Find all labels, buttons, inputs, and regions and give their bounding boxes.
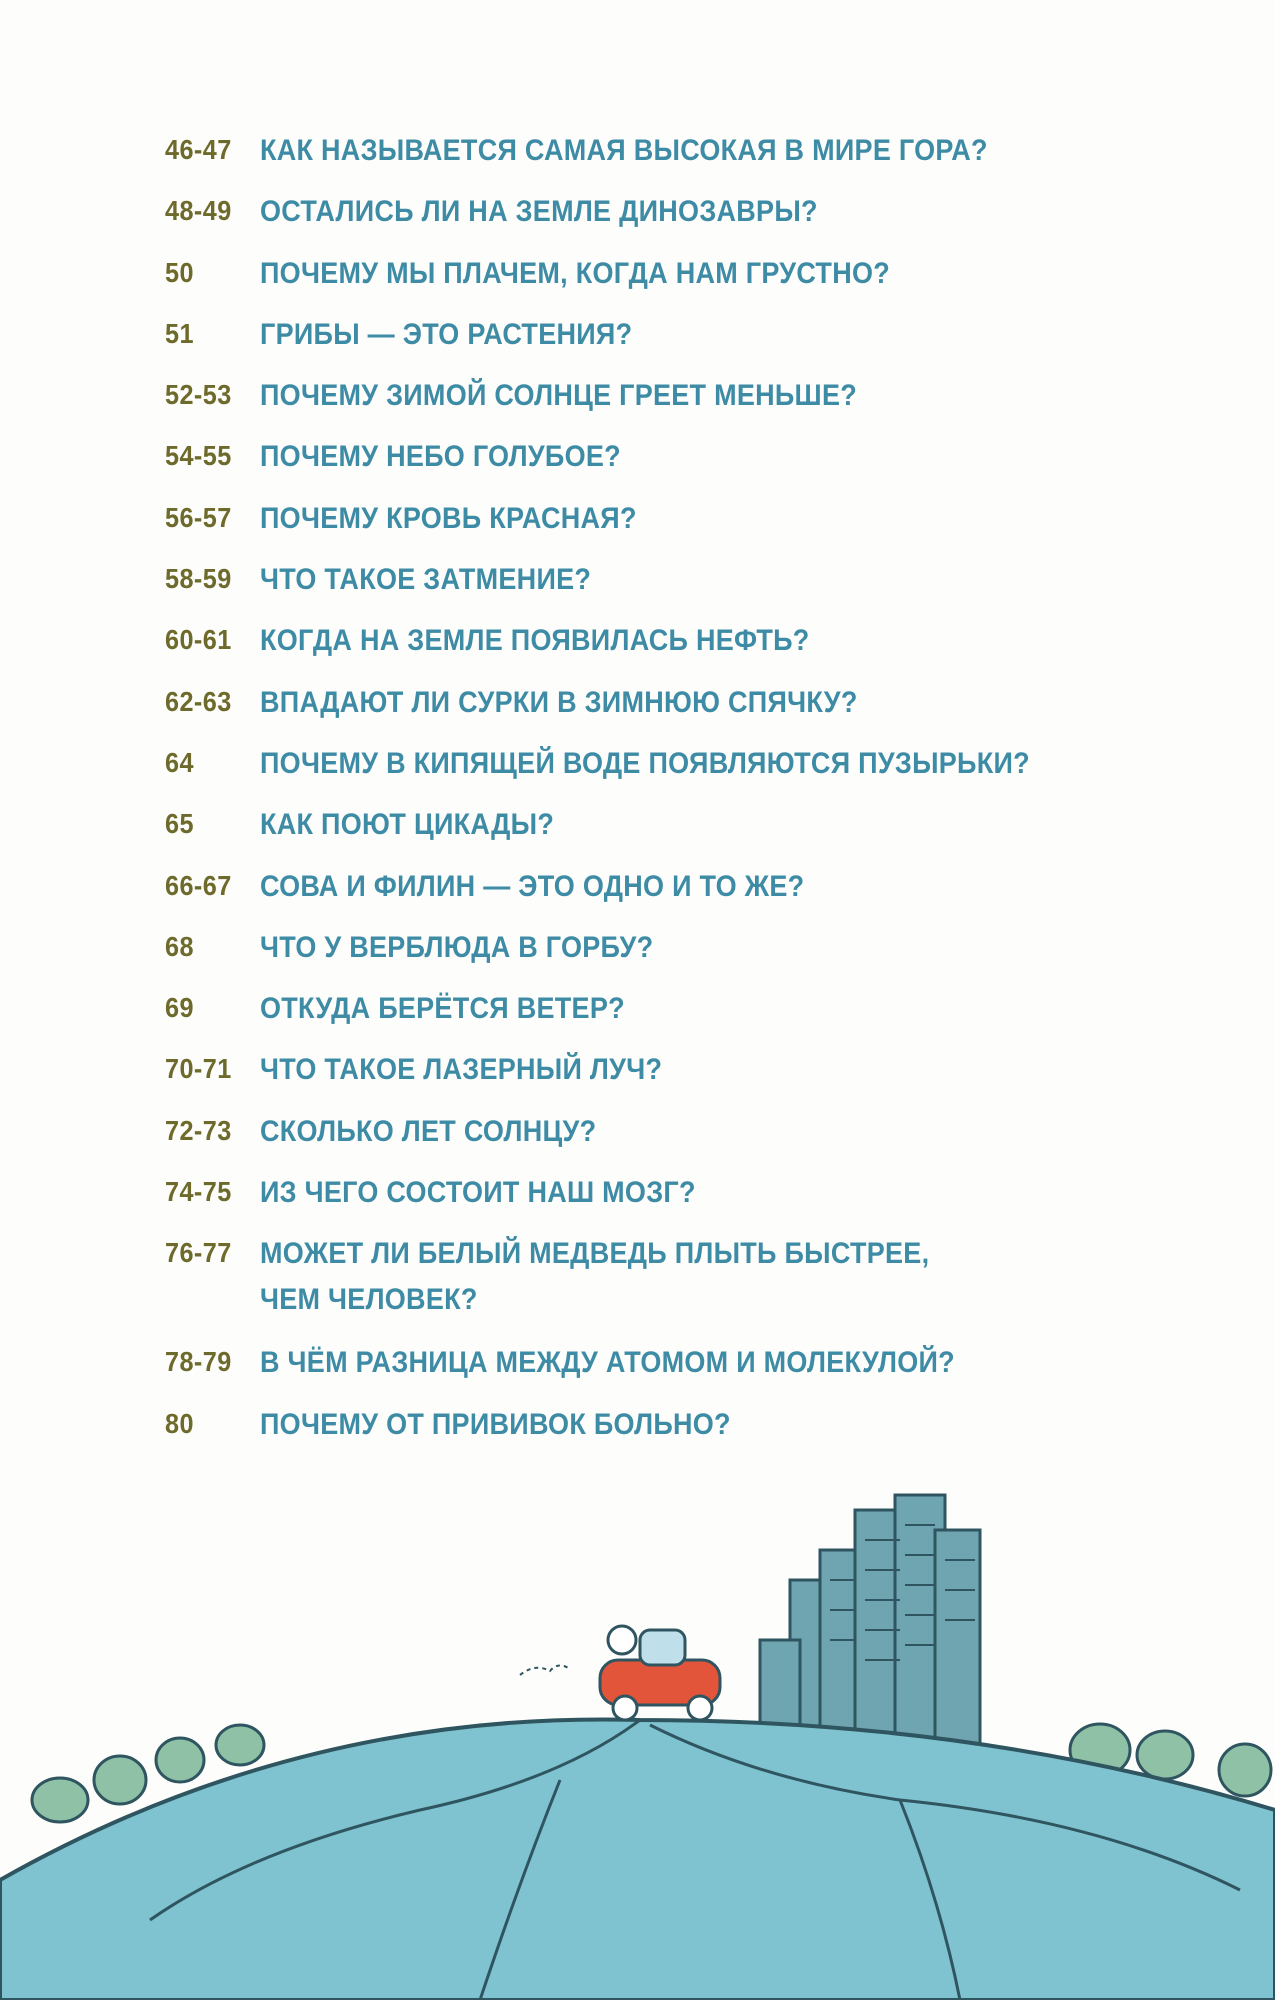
toc-question-title: ПОЧЕМУ ЗИМОЙ СОЛНЦЕ ГРЕЕТ МЕНЬШЕ? — [260, 379, 858, 413]
toc-question-title: КАК ПОЮТ ЦИКАДЫ? — [260, 808, 555, 842]
table-of-contents — [165, 128, 1165, 1463]
city-skyline-icon — [760, 1495, 980, 1750]
toc-entry — [165, 128, 1165, 189]
toc-page-number: 72-73 — [165, 1114, 232, 1146]
toc-entry — [165, 434, 1165, 495]
toc-page-number: 65 — [165, 808, 194, 840]
toc-entry — [165, 1170, 1165, 1231]
toc-page-number: 70-71 — [165, 1053, 232, 1085]
toc-question-title: ЧТО У ВЕРБЛЮДА В ГОРБУ? — [260, 930, 654, 964]
toc-entry — [165, 925, 1165, 986]
toc-page-number: 58-59 — [165, 563, 232, 595]
toc-question-title: КОГДА НА ЗЕМЛЕ ПОЯВИЛАСЬ НЕФТЬ? — [260, 624, 810, 658]
toc-question-title: В ЧЁМ РАЗНИЦА МЕЖДУ АТОМОМ И МОЛЕКУЛОЙ? — [260, 1346, 955, 1380]
toc-entry — [165, 251, 1165, 312]
toc-page-number: 74-75 — [165, 1176, 232, 1208]
toc-question-title: КАК НАЗЫВАЕТСЯ САМАЯ ВЫСОКАЯ В МИРЕ ГОРА? — [260, 134, 988, 167]
toc-page-number: 76-77 — [165, 1237, 232, 1269]
toc-entry — [165, 618, 1165, 679]
toc-question-title: ГРИБЫ — ЭТО РАСТЕНИЯ? — [260, 317, 633, 351]
toc-page-number: 56-57 — [165, 501, 232, 533]
toc-entry — [165, 496, 1165, 557]
toc-question-title: ОТКУДА БЕРЁТСЯ ВЕТЕР? — [260, 992, 625, 1026]
toc-entry — [165, 680, 1165, 741]
toc-question-title: ВПАДАЮТ ЛИ СУРКИ В ЗИМНЮЮ СПЯЧКУ? — [260, 685, 858, 719]
toc-question-title: ПОЧЕМУ МЫ ПЛАЧЕМ, КОГДА НАМ ГРУСТНО? — [260, 256, 890, 290]
toc-page-number: 50 — [165, 256, 194, 288]
toc-entry — [165, 312, 1165, 373]
toc-page-number: 62-63 — [165, 685, 232, 717]
toc-page-number: 68 — [165, 930, 194, 962]
toc-entry — [165, 986, 1165, 1047]
toc-entry — [165, 189, 1165, 250]
toc-entry — [165, 1047, 1165, 1108]
toc-question-title: СОВА И ФИЛИН — ЭТО ОДНО И ТО ЖЕ? — [260, 869, 805, 903]
toc-entry — [165, 373, 1165, 434]
toc-entry — [165, 741, 1165, 802]
toc-page-number: 48-49 — [165, 195, 232, 227]
earth-city-illustration — [0, 1450, 1275, 2000]
toc-question-title: ЧТО ТАКОЕ ЛАЗЕРНЫЙ ЛУЧ? — [260, 1053, 663, 1087]
toc-question-title: ОСТАЛИСЬ ЛИ НА ЗЕМЛЕ ДИНОЗАВРЫ? — [260, 195, 818, 229]
toc-question-title: ИЗ ЧЕГО СОСТОИТ НАШ МОЗГ? — [260, 1176, 696, 1210]
toc-page-number: 54-55 — [165, 440, 232, 472]
toc-page-number: 69 — [165, 992, 194, 1024]
toc-question-title: ПОЧЕМУ НЕБО ГОЛУБОЕ? — [260, 440, 621, 474]
toc-page-number: 78-79 — [165, 1346, 232, 1378]
toc-entry — [165, 1340, 1165, 1401]
toc-page-number: 64 — [165, 746, 194, 778]
toc-entry — [165, 557, 1165, 618]
toc-page-number: 66-67 — [165, 869, 232, 901]
toc-entry — [165, 1109, 1165, 1170]
toc-question-title: ЧТО ТАКОЕ ЗАТМЕНИЕ? — [260, 563, 592, 597]
toc-page-number: 51 — [165, 317, 194, 349]
toc-page-number: 52-53 — [165, 379, 232, 411]
toc-question-title: ПОЧЕМУ В КИПЯЩЕЙ ВОДЕ ПОЯВЛЯЮТСЯ ПУЗЫРЬКИ? — [260, 746, 1030, 780]
toc-question-title: МОЖЕТ ЛИ БЕЛЫЙ МЕДВЕДЬ ПЛЫТЬ БЫСТРЕЕ, ЧЕМ ЧЕЛОВЕК? — [260, 1237, 930, 1317]
toc-entry — [165, 864, 1165, 925]
toc-question-title: ПОЧЕМУ КРОВЬ КРАСНАЯ? — [260, 501, 637, 535]
toc-entry — [165, 802, 1165, 863]
toc-question-title: ПОЧЕМУ ОТ ПРИВИВОК БОЛЬНО? — [260, 1407, 731, 1441]
toc-page-number: 60-61 — [165, 624, 232, 656]
toc-page-number: 46-47 — [165, 134, 232, 165]
red-car-icon — [520, 1626, 720, 1720]
toc-question-title: СКОЛЬКО ЛЕТ СОЛНЦУ? — [260, 1114, 597, 1148]
toc-page-number: 80 — [165, 1407, 194, 1439]
toc-entry — [165, 1231, 1165, 1340]
